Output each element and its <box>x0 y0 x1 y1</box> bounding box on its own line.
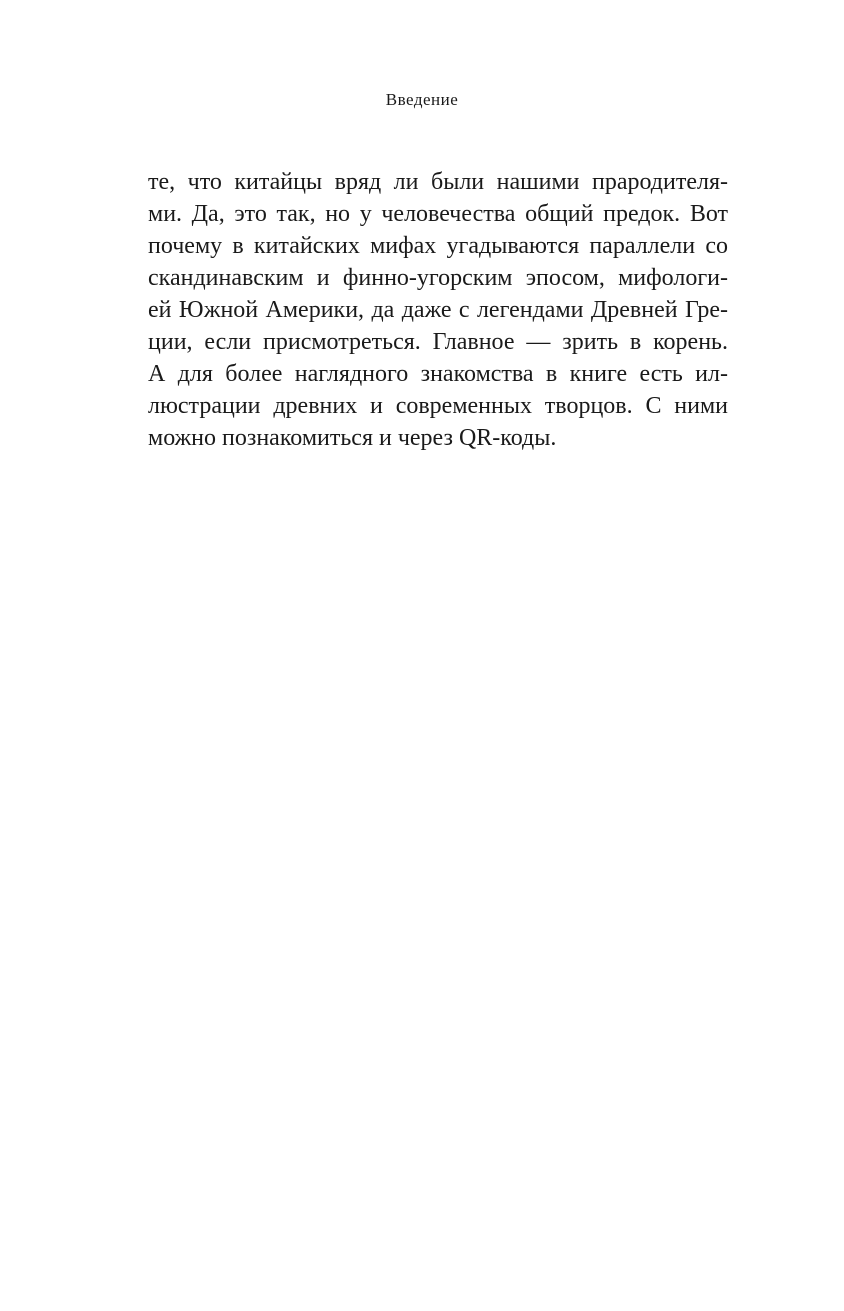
text-line: люстрации древних и современных творцов. С ними <box>148 393 728 419</box>
text-line: ми. Да, это так, но у человечества общий предок. Вот <box>148 201 728 227</box>
text-line: ции, если присмотреться. Главное — зрить в корень. <box>148 329 728 355</box>
running-header: Введение <box>385 90 459 109</box>
text-line: скандинавским и финно-угорским эпосом, мифологи- <box>148 265 728 291</box>
text-line: ей Южной Америки, да даже с легендами Древней Гре- <box>148 297 728 323</box>
text-line: можно познакомиться и через QR-коды. <box>148 425 557 451</box>
text-line: А для более наглядного знакомства в книге есть ил- <box>148 361 728 387</box>
text-line: те, что китайцы вряд ли были нашими прародителя- <box>148 169 728 195</box>
body-paragraph <box>148 166 728 454</box>
text-line: почему в китайских мифах угадываются параллели со <box>148 233 728 259</box>
